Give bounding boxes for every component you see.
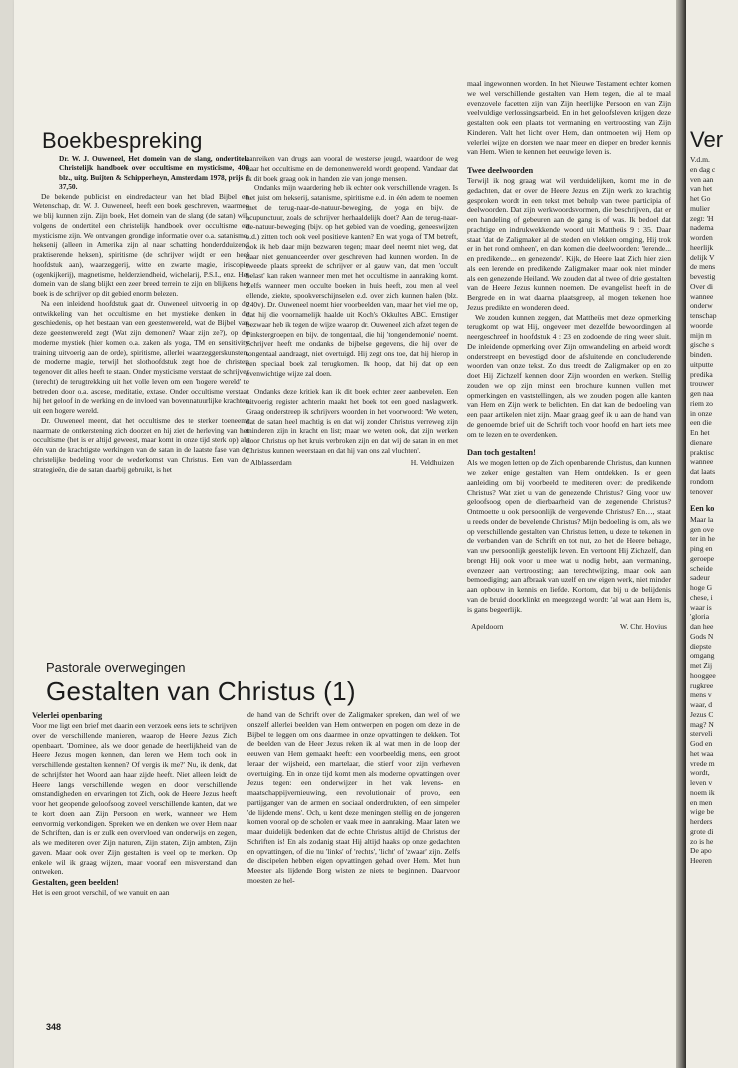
review-column-1: [33, 154, 249, 650]
next-page-line: mulier: [690, 203, 710, 213]
article-column-2: [247, 710, 460, 1015]
article-subheading: Gestalten, geen beelden!: [32, 878, 119, 887]
next-page-line: wannee: [690, 291, 714, 301]
next-page-line: En het: [690, 428, 710, 437]
next-page-line: mag? N: [690, 719, 714, 729]
next-page-line: sterveli: [690, 729, 713, 739]
article-column-3: [467, 79, 671, 1014]
next-page-line: scheide: [690, 563, 713, 573]
next-page-line: tenschap: [690, 311, 717, 320]
next-page-line: predika: [690, 369, 713, 379]
next-page-line: diepste: [690, 641, 712, 651]
article-subheading: Dan toch gestalten!: [467, 448, 536, 458]
next-page-line: trouwer: [690, 379, 714, 389]
next-page-line: mijn m: [690, 330, 712, 340]
next-page-line: wannee: [690, 457, 714, 467]
next-page-line: dienare: [690, 437, 713, 447]
next-page-line: gen naa: [690, 389, 714, 398]
next-page-line: en men: [690, 797, 713, 807]
next-page-line: Heeren: [690, 856, 712, 865]
next-page-line: de mens: [690, 262, 716, 272]
next-page-line: De apo: [690, 846, 712, 856]
next-page-column: [690, 0, 738, 866]
next-page-line: herders: [690, 817, 713, 826]
next-page-line: geroepe: [690, 553, 715, 563]
next-page-edge: [686, 0, 738, 1068]
article-paragraph: Als we mogen letten op de Zich openbarende Christus, dan kunnen we zeker enige gestalten van Hem ontdekken. Is er geen aanleiding om bij voorbeeld te mediteren over: de predikende Christus? Wat ziet u van de genezende Christus? Ging voor uw geloofsoog open de dierbaarheid van de zegenende Christus? Ontmoette u ook persoonlijk de vergevende Christus? En…, staat u reeds onder de bevelende Christus? Mijn bedoeling is om, als we op verschillende gestalten van Christus letten, u deze te tekenen in de verbanden van de Schrift en tot nut, zo het de Heere behage, van uw persoonlijk geestelijk leven. En vertoont Hij Zichzelf, dan brengt Hij ook voor u mee wat u nodig hebt, aan vermaning, evenzeer aan vertroosting; aan terechtwijzing, maar ook aan bemoediging; aan afbraak van uzelf en uw eigen werk, niet minder aan opbouw in kennis en liefde. Kortom, dat bij u de belijdenis van de bruid doorklinkt en meegezegd wordt: 'al wat aan Hem is, is gans begeerlijk.: [467, 458, 671, 614]
next-page-line: sadeur: [690, 573, 710, 583]
book-gutter: [676, 0, 686, 1068]
review-paragraph: aanreiken van drugs aan vooral de westerse jeugd, waardoor de weg naar het occultisme en de demonenwereld wordt geopend. Vandaar dat ik dit boek graag ook in handen zie van jonge mensen.: [246, 154, 458, 183]
next-page-line: Maar la: [690, 514, 714, 524]
next-page-line: gische s: [690, 340, 715, 350]
review-signature: [246, 458, 458, 468]
next-page-line: grote di: [690, 826, 714, 836]
next-page-line: dat laats: [690, 467, 716, 476]
next-page-line: bevestig: [690, 272, 716, 281]
next-page-line: praktisc: [690, 447, 715, 457]
next-page-line: 'gloria: [690, 612, 710, 622]
next-page-line: hoge G: [690, 583, 713, 592]
next-page-lines: [690, 155, 738, 496]
article-author: W. Chr. Hovius: [620, 622, 667, 632]
next-page-line: het waa: [690, 748, 714, 758]
next-page-line: ven aan: [690, 174, 714, 184]
article-title: Gestalten van Christus (1): [46, 676, 356, 706]
article-signature: [467, 622, 671, 632]
next-page-line: hooggee: [690, 670, 716, 680]
magazine-page: [14, 0, 676, 1068]
article-subheading: Twee deelwoorden: [467, 166, 534, 175]
next-page-line: wordt,: [690, 768, 710, 778]
review-column-2: [246, 154, 458, 648]
next-page-line: tenover: [690, 486, 713, 496]
next-page-line: vrede m: [690, 758, 715, 768]
next-page-line: met Zij: [690, 661, 713, 670]
review-paragraph: De bekende publicist en eindredacteur van het blad Bijbel en Wetenschap, dr. W. J. Ouweneel, heeft een boek geschreven, waarmee we blij kunnen zijn. Zijn boek, Het domein van de slang (de satan) wil, volgens de ondertitel een christelijk handboek over occultisme en mysticisme zijn. We ontvangen grondige informatie over o.a. satanisme, heksenij (alleen in Amerika zijn al naar schatting honderdduizend praktiserende heksen), spiritisme (de schrijver wijdt er een heel hoofdstuk aan), waarzeggerij, witte en zwarte magie, iriscopie (ogenkijkerij), magnetisme, helderziendheid, wichelarij, P.S.I., enz. Het domein van de slang blijkt een zeer breed terrein te zijn en blijkens het boek is de schrijver op dit gebied enorm belezen.: [33, 191, 249, 299]
next-page-subheading: Een ko: [690, 504, 715, 514]
next-page-line: omgang: [690, 651, 715, 661]
article-paragraph: de hand van de Schrift over de Zaligmaker spreken, dan wel of we onszelf allerlei beelden van Hem ontwerpen en pogen om deze in de Bijbel te leggen om ons daarmee in onze opvattingen te dekken. Tot de beelden van de Heer Jezus reken ik al wat men in de loop der eeuwen van Hem gemaakt heeft: een voorbeeldig mens, een groot leraar der wijsheid, een martelaar, die stierf voor zijn verheven overtuiging. En in onze tijd komt men als moderne opvattingen over Jezus tegen: een onderwijzer in het vak levens- en maatschappijvernieuwing, een revolutionair of provo, een partijganger van de armen en sociaal onderdrukten, of een simpeler 'de lijdende mens'. Och, u kent deze meningen stellig en de jongeren komen vooral op de scholen er vaak mee in aanraking. Maar laten we maar duidelijk bedenken dat de echte Christus altijd de Christus der Schriften is! En als zodanig staat Hij altijd haaks op onze gedachten en opvattingen, of die nu 'links' of 'rechts', 'licht' of 'zwaar' zijn. Zelfs de discipelen hebben eigen opvattingen gehad over Hem. Met hun Meester als lijdende Borg wisten ze niets te beginnen. Daarvoor moesten ze hel-: [247, 710, 460, 885]
next-page-line: uitputte: [690, 359, 714, 369]
next-page-line: riem zo: [690, 398, 713, 408]
next-page-line: het Go: [690, 194, 711, 203]
article-place: Apeldoorn: [471, 622, 504, 632]
next-page-line: Gods N: [690, 631, 714, 641]
next-page-line: leven v: [690, 778, 713, 787]
next-page-line: rugkree: [690, 680, 714, 690]
next-page-line: zo is he: [690, 836, 714, 846]
next-page-line: in onze: [690, 408, 713, 418]
next-page-line: gen ove: [690, 524, 714, 534]
article-paragraph: We zouden kunnen zeggen, dat Mattheüs met deze opmerking terugkomt op wat Hij, ongeveer met dezelfde bewoordingen al neergeschreef in hoofdstuk 4 : 23 en zodoende de ring weer sluit. De inleidende opmerking over Zijn omwandeling en arbeid wordt onderstreept en bevestigd door de afsluitende en concluderende woorden van onze tekst. Zo dus treedt de Zaligmaker op en zo doet Hij Zichzelf kennen door Zijn woorden en werken. Stellig zouden we op zijn minst een brochure kunnen vullen met opmerkingen en vaststellingen, als we zouden pogen alle kanten van Hem en Zijn werk te belichten. En dat kan de bedoeling van een paar artikelen niet zijn. Maar graag geef ik u aan de hand van de genoemde brief uit de Schrift toch voor hoofd en hart iets mee om te lezen en te overdenken.: [467, 312, 671, 439]
next-page-line: woorde: [690, 320, 713, 330]
next-page-line: rondom: [690, 476, 714, 486]
next-page-line: noem ik: [690, 787, 715, 797]
next-page-line: waar is: [690, 602, 712, 612]
review-byline: Dr. W. J. Ouweneel, Het domein van de slang, ondertitel: Christelijk handboek over occultisme en mysticisme, 400 blz., uitg. Buijten & Schipperheyn, Amsterdam 1978, prijs ƒ 37,50.: [59, 154, 249, 192]
next-page-line: dan hee: [690, 622, 714, 631]
next-page-line: worden: [690, 233, 713, 242]
next-page-lines: [690, 515, 738, 866]
article-paragraph: Terwijl ik nog graag wat wil verduidelijken, komt me in de gedachten, dat er over de Heere Jezus en Zijn werk zo krachtig gesproken wordt in een tekst met behulp van twee participia of deelwoorden. Dat zijn werkwoordsvormen, die beschrijven, dat er een handeling of gebeuren aan de gang is of was. Ik bedoel dat prachtige en indrukwekkende woord uit Mattheüs 9 : 35. Daar staat 'dat de Zaligmaker al de steden en vlekken omging, Hij trok er in het rond omheen', en dan komen die deelwoorden: 'lerende... en predikende... en genezende'. Kijk, de Heere laat Zich hier zien als een lerende en predikende Zaligmaker maar ook niet minder als een genezende Heiland. We zouden dat al twee of drie gestalten van de Heere Jezus kunnen noemen. De evangelist heeft in de Bergrede en in wat daarna plaatsgreep, al mogen tekenen hoe Jezus predikte en wonderen deed.: [467, 176, 671, 312]
review-paragraph: Ondanks mijn waardering heb ik echter ook verschillende vragen. Is het juist om hekserij, satanisme, spiritisme e.d. in één adem te noemen met de terug-naar-de-natuur-beweging, de yoga en bijv. de acupunctuur, zoals de schrijver herhaaldelijk doet? Aan de terug-naar-de-natuur-beweging (bijv. op het gebied van de voeding, geneeswijzen e.d.) zitten toch ook veel positieve kanten? En wat yoga of TM betreft, ook ik heb daar mijn bezwaren tegen; maar deel neemt niet weg, dat daar niet genuanceerder over geschreven had kunnen worden. In de tweede plaats spreekt de schrijver er al gauw van, dat men 'occult belast' kan raken wanneer men met het occultisme in aanraking komt. Zelfs wanneer men occulte boeken in huis heeft, zou men al veel ellende, ziekte, spookverschijnselen e.d. over zich kunnen halen (blz. 240v). Dr. Ouweneel noemt hier voorbeelden van, maar het viel me op, dat hij die voornamelijk haalde uit Koch's Okkultes ABC. Ernstiger bezwaar heb ik tegen de wijze waarop dr. Ouweneel zich afzet tegen de Pinkstergroepen en bijv. de tongentaal, die hij 'tongendemonie' noemt. Schrijver heeft me ondanks de bijbelse gegevens, die hij over de tongentaal aandraagt, niet overtuigd. Hij zegt ons toe, dat hij hierop in een speciaal boek zal terugkomen. Ik hoop, dat hij dat op een evenwichtige wijze zal doen.: [246, 183, 458, 378]
next-page-line: en dag c: [690, 164, 716, 174]
page-number: 348: [46, 1022, 62, 1032]
next-page-line: ping en: [690, 544, 713, 553]
next-page-line: V.d.m.: [690, 155, 710, 164]
next-page-line: waar, d: [690, 700, 713, 709]
next-page-line: Jezus C: [690, 709, 714, 719]
next-page-line: zegt: 'H: [690, 213, 714, 223]
review-paragraph: Ondanks deze kritiek kan ik dit boek echter zeer aanbevelen. Een uitvoerig register achterin maakt het boek tot een goed naslagwerk. Graag onderstreep ik schrijvers woorden in het voorwoord: 'We weten, dat de satan heel machtig is en dat wij zonder Christus verreweg zijn minderen zijn in kracht en list; maar we weten ook, dat zijn werken door Christus op het kruis verbroken zijn en dat wij de satan in en met Christus kunnen weerstaan en dat hij van ons zal vluchten'.: [246, 387, 458, 455]
article-paragraph: Het is een groot verschil, of we vanuit en aan: [32, 888, 170, 897]
article-column-1: [32, 710, 237, 1015]
next-page-line: ter in he: [690, 534, 715, 544]
next-page-line: God en: [690, 739, 713, 748]
next-page-line: heerlijk: [690, 242, 714, 252]
next-page-line: Over di: [690, 281, 713, 291]
review-place: Alblasserdam: [250, 457, 292, 467]
next-page-line: wige be: [690, 807, 714, 817]
section-heading-boekbespreking: Boekbespreking: [42, 128, 203, 153]
article-paragraph: maal ingewonnen worden. In het Nieuwe Testament echter komen we wel verschillende gestalten van Hem tegen, die al te maal evenzovele facetten zijn van Zijn heerlijke Persoon en van Zijn veelvuldige verlossingsarbeid. En in het geloofsleven krijgen deze gestalten ook een plaats tot vermaning en vertroosting van Zijn Kinderen. Valt het licht over Hem, dan ontmoeten wij Hem op velerlei wijze en dorsten we naar meer en dieper en breder kennis van Hem. Wien te kennen het eeuwige leven is.: [467, 79, 671, 157]
article-subheading: Velerlei openbaring: [32, 711, 103, 720]
next-page-line: chese, i: [690, 592, 713, 602]
next-page-line: van het: [690, 184, 713, 194]
review-author: H. Veldhuizen: [410, 457, 454, 467]
next-page-line: nadema: [690, 223, 714, 233]
next-page-heading: Ver: [690, 127, 724, 152]
article-paragraph: Voor me ligt een brief met daarin een verzoek eens iets te schrijven over de verschillende manieren, waarop de Heere Jezus Zich openbaart. 'Dominee, als we door genade de heerlijkheid van de Heere Jezus mogen kennen, dan leren we Hem toch ook in verschillende gestalten kennen? Of vergis ik me?' Nu, ik denk, dat de schrijfster het Woord aan haar zijde heeft. Niet alleen leidt de Heere langs verschillende wegen en door verschillende omstandigheden en ervaringen tot Zich, ook de Heere Jezus heeft voor het geopende geloofsoog zoveel verschillende kanten, dat we te kort doen aan Zijn Persoon en werk, wanneer we Hem eenvormig verkondigen. Spreken we en denken we over Hem naar de Schriften, dan is er zulk een overvloed van onderwijs en zegen, als we mediteren over Zijn naturen, Zijn staten, Zijn ambten, Zijn gaven. Maar ook over Zijn gestalten is veel op te merken. Op enkele wil ik graag wijzen, maar vooraf een misverstand dan ontweken.: [32, 721, 237, 877]
next-page-line: mens v: [690, 690, 712, 700]
review-paragraph: Na een inleidend hoofdstuk gaat dr. Ouweneel uitvoerig in op de ontwikkeling van het occultisme en het mystieke denken in de geschiedenis, op het bestaan van een geestenwereld, wat de Bijbel van deze geestenwereld zegt (Wat zijn demonen? Waar zijn ze?), op de moderne mystiek (hier komen o.a. zaken als yoga, TM en sensitivity training uitvoerig aan de orde), spiritisme, allerlei waarzeggerskunsten, de moderne magie, terwijl het slothoofdstuk zegt hoe de christen tegenover dit alles heeft te staan. Onder mysticisme verstaat de schrijver (terecht) de terugtrekking uit het volle leven om een 'hogere wereld' te betreden door o.a. ascese, meditatie, extase. Onder occultisme verstaat hij het geloof in de werking en de invloed van bovennatuurlijke krachten uit een hogere wereld.: [33, 298, 249, 416]
next-page-line: delijk V: [690, 252, 715, 262]
next-page-line: binden.: [690, 350, 713, 359]
article-kicker: Pastorale overwegingen: [46, 660, 186, 675]
review-paragraph: Dr. Ouweneel meent, dat het occultisme des te sterker toeneemt naarmate de ontkerstening zich doorzet en hij ziet de herleving van het occultisme (het is er altijd geweest, maar komt in onze tijd sterk op) als één van de krachtigste werkingen van de satan in de laatste fase van de christelijke bedeling voor de wederkomst van Christus. Een van de strategieën, die de satan daarbij gebruikt, is het: [33, 415, 249, 474]
next-page-line: onderw: [690, 301, 713, 311]
next-page-line: een die: [690, 418, 712, 428]
